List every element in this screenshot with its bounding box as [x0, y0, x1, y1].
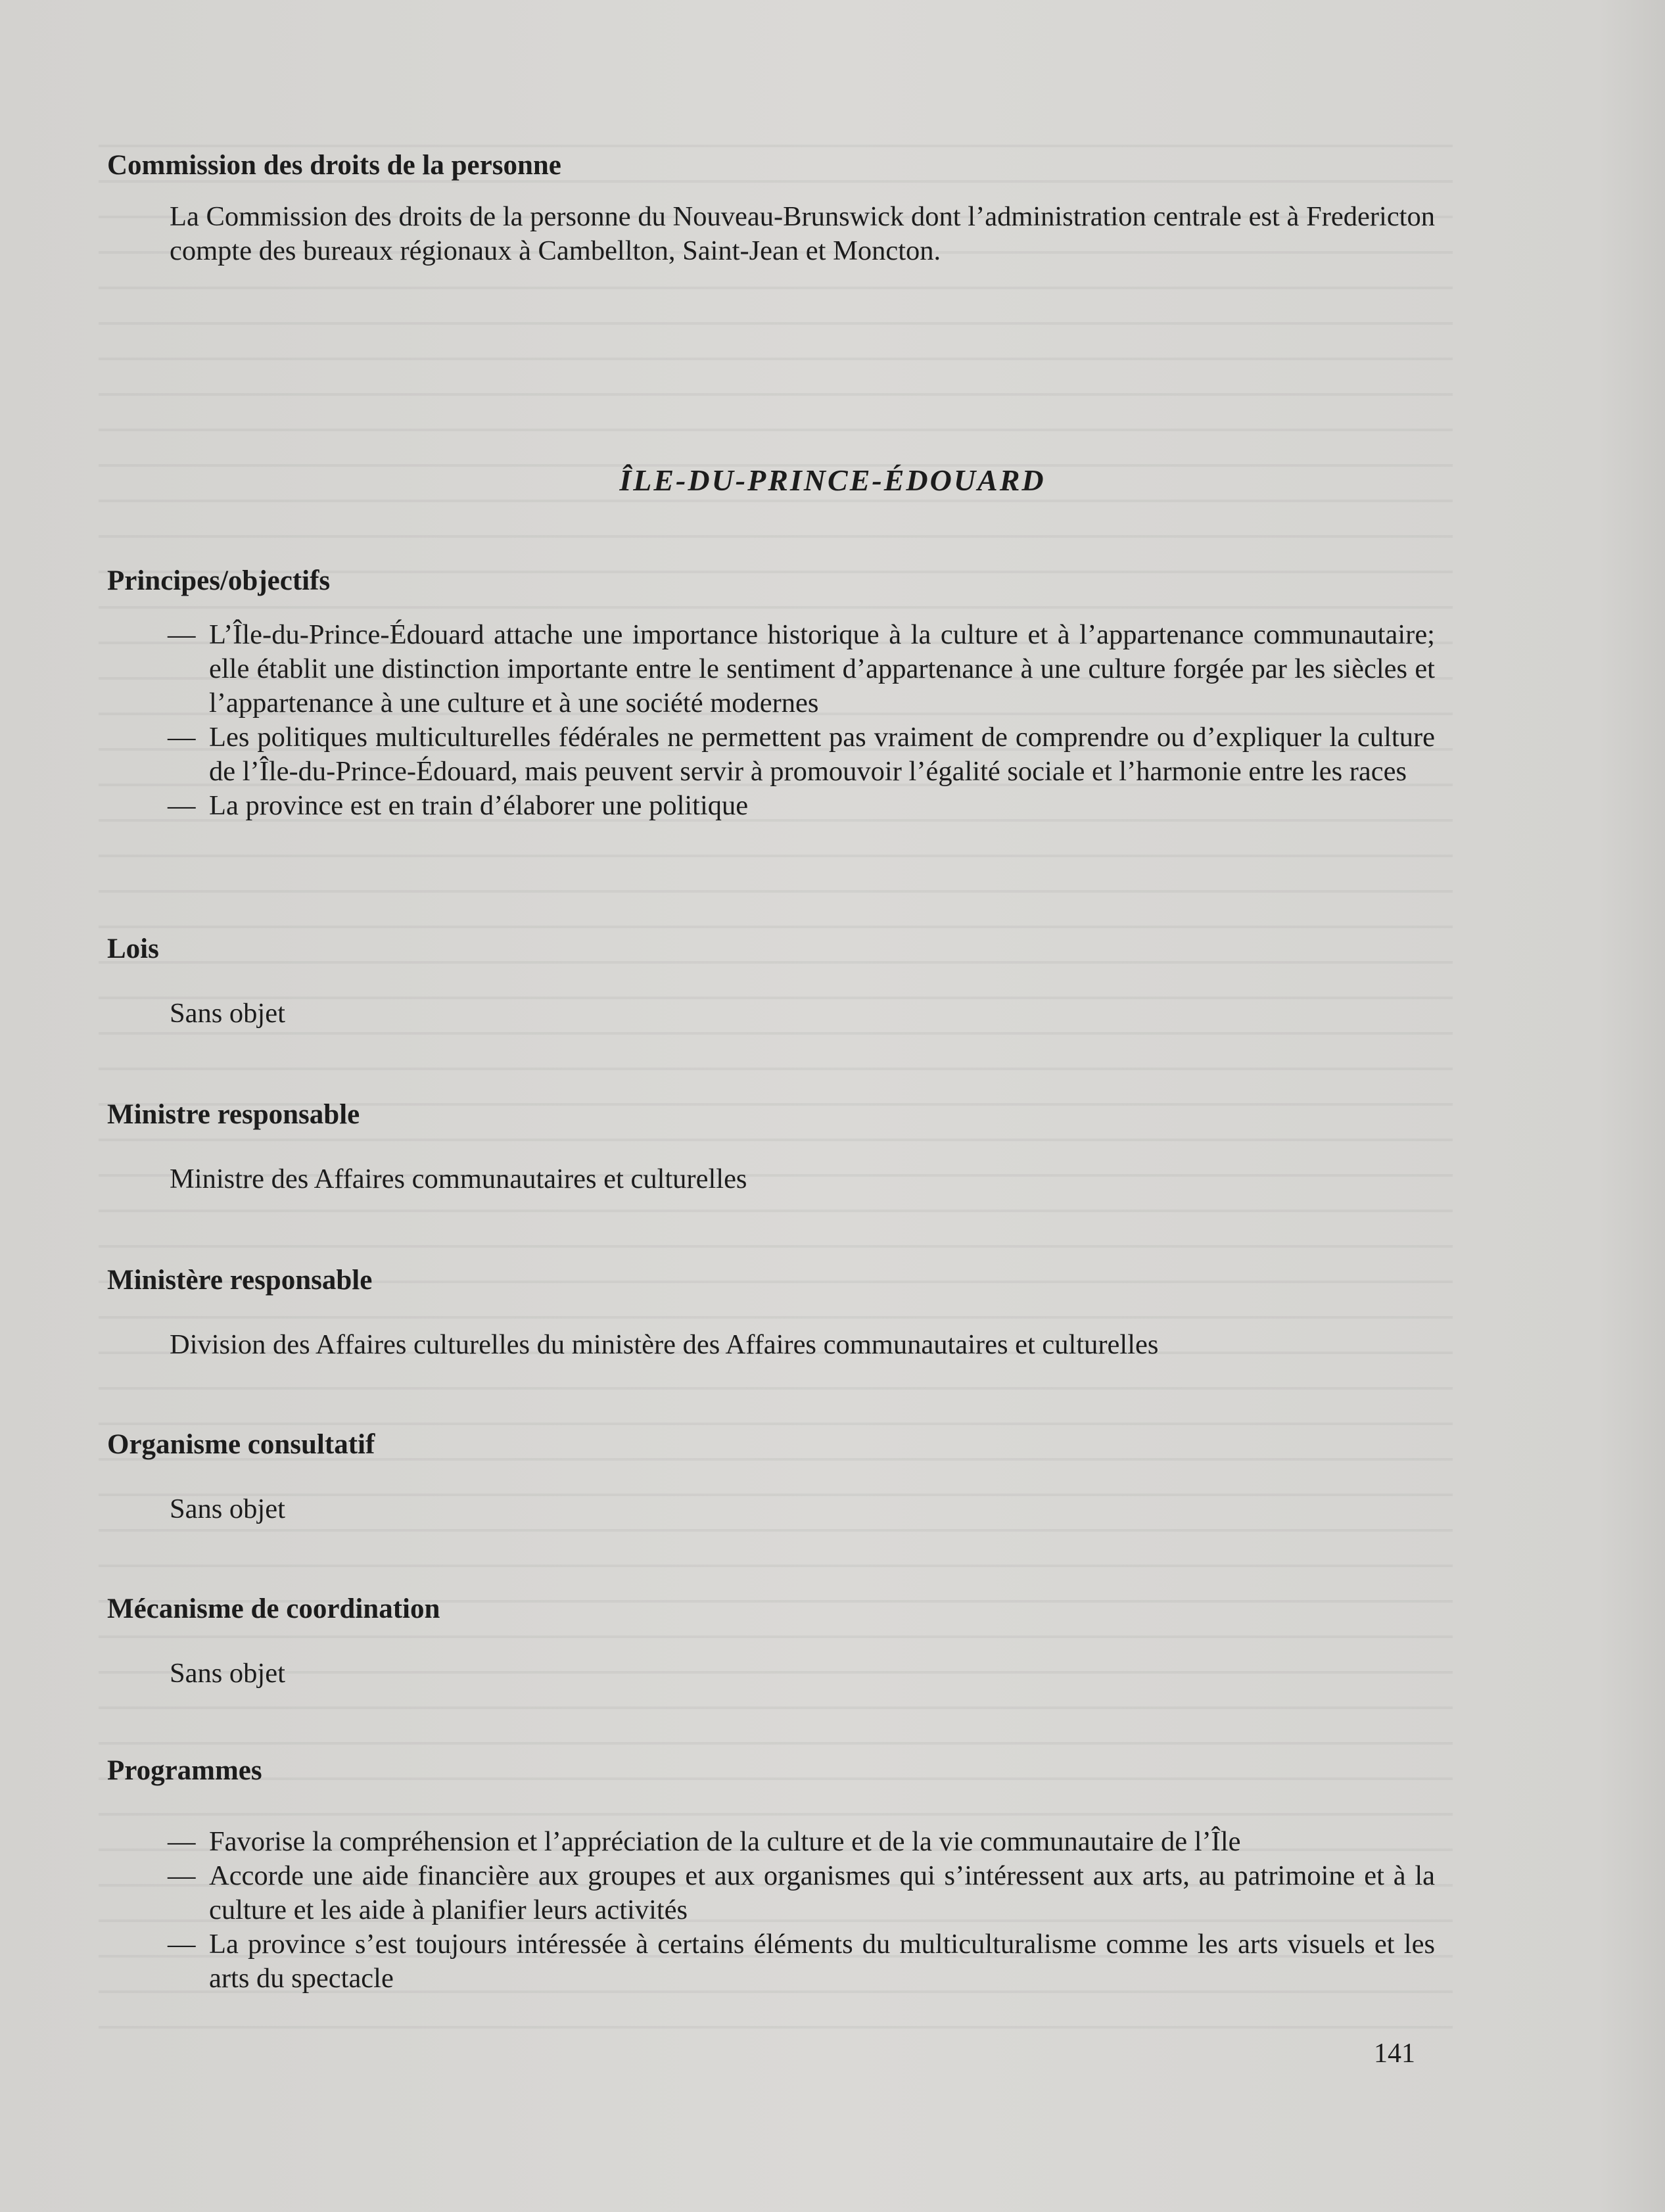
list-item-text: Les politiques multiculturelles fédérales ne permettent pas vraiment de comprendre ou d’expliquer la culture de l’Île-du-Prince-Édouard, mais peuvent servir à promouvoir l’égalité sociale et l’harmonie entre les races [209, 722, 1435, 787]
section-heading: Ministre responsable [107, 1099, 360, 1130]
list-item [107, 618, 1435, 720]
show-through-text-texture [99, 125, 1453, 2031]
list-item-text: La province est en train d’élaborer une politique [209, 790, 749, 821]
section-heading: Programmes [107, 1755, 262, 1786]
section-principes [107, 564, 1435, 823]
section-paragraph: La Commission des droits de la personne du Nouveau-Brunswick dont l’administration centrale est à Fredericton compte des bureaux régionaux à Cambellton, Saint-Jean et Moncton. [170, 201, 1435, 266]
dash-mark: — [168, 619, 196, 650]
list-item-text: La province s’est toujours intéressée à certains éléments du multiculturalisme comme les arts visuels et les arts du spectacle [209, 1929, 1435, 1994]
list-item [107, 1859, 1435, 1927]
section-paragraph: Sans objet [170, 998, 285, 1029]
list-item [107, 720, 1435, 789]
section-commission [107, 149, 1435, 268]
section-lois [107, 932, 1435, 1031]
section-ministre [107, 1098, 1435, 1196]
region-title: ÎLE-DU-PRINCE-ÉDOUARD [619, 463, 1046, 497]
dash-mark: — [168, 1929, 196, 1960]
section-heading: Mécanisme de coordination [107, 1593, 440, 1624]
section-heading: Organisme consultatif [107, 1429, 375, 1460]
section-paragraph: Division des Affaires culturelles du ministère des Affaires communautaires et culturelles [170, 1329, 1159, 1360]
list-item-text: Accorde une aide financière aux groupes et aux organismes qui s’intéressent aux arts, au patrimoine et à la culture et les aide à planifier leurs activités [209, 1860, 1435, 1925]
section-heading: Principes/objectifs [107, 565, 331, 596]
section-organisme [107, 1428, 1435, 1526]
section-ministere [107, 1263, 1435, 1362]
list-item [107, 1825, 1435, 1859]
section-paragraph: Ministre des Affaires communautaires et culturelles [170, 1164, 747, 1194]
page-number: 141 [1374, 2038, 1415, 2069]
dash-mark: — [168, 722, 196, 753]
dash-mark: — [168, 1860, 196, 1891]
section-mecanisme [107, 1592, 1435, 1691]
section-heading: Lois [107, 933, 159, 964]
programmes-list [107, 1825, 1435, 1996]
list-item-text: L’Île-du-Prince-Édouard attache une importance historique à la culture et à l’appartenance communautaire; elle établit une distinction importante entre le sentiment d’appartenance à une culture forgée par les siècles et l’appartenance à une culture et à une société modernes [209, 619, 1435, 718]
list-item [107, 1927, 1435, 1996]
section-heading: Ministère responsable [107, 1265, 373, 1296]
list-item-text: Favorise la compréhension et l’appréciation de la culture et de la vie communautaire de l’Île [209, 1826, 1241, 1857]
dash-mark: — [168, 790, 196, 821]
section-programmes [107, 1754, 1435, 1996]
section-paragraph: Sans objet [170, 1658, 285, 1689]
list-item [107, 789, 1435, 823]
section-heading: Commission des droits de la personne [107, 150, 561, 181]
principes-list [107, 618, 1435, 823]
section-paragraph: Sans objet [170, 1494, 285, 1524]
dash-mark: — [168, 1826, 196, 1857]
